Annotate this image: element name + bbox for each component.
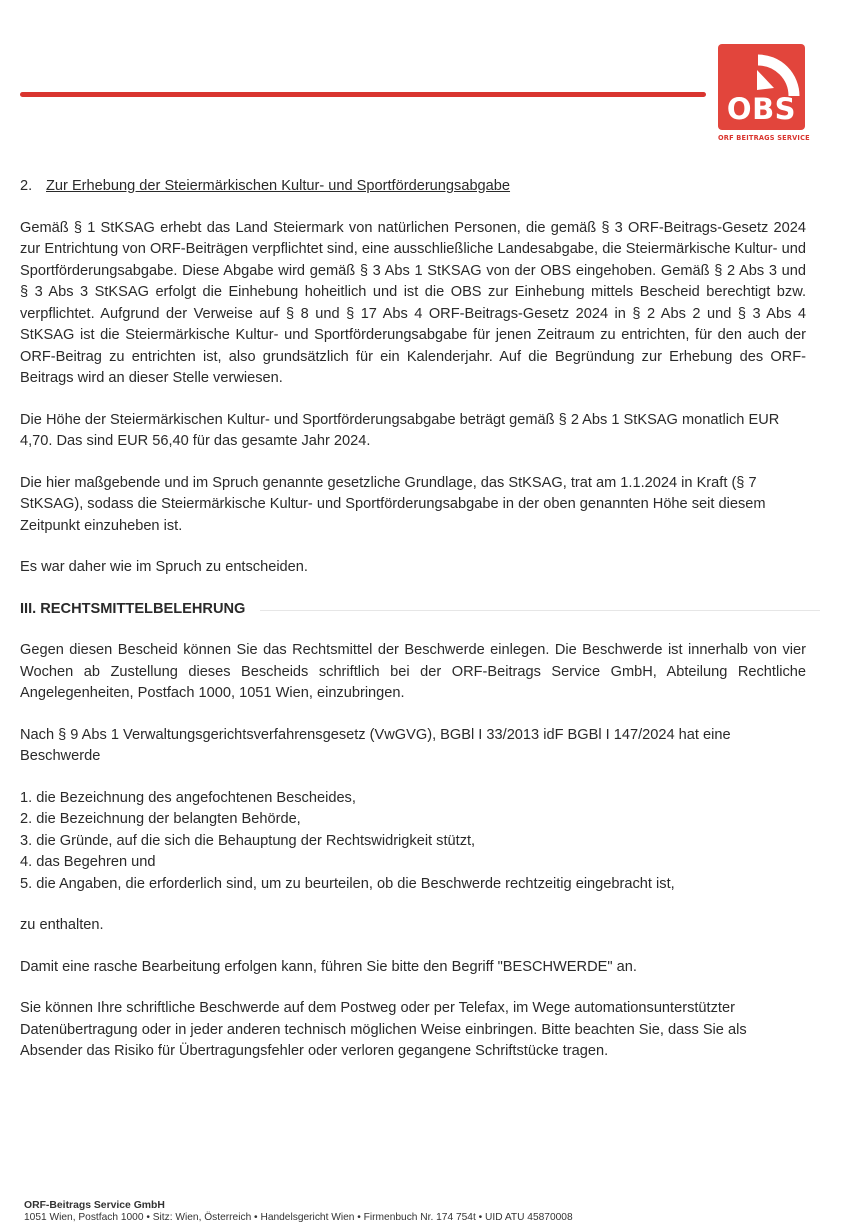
list-item: 2. die Bezeichnung der belangten Behörde, xyxy=(20,811,301,827)
footer-address: 1051 Wien, Postfach 1000 • Sitz: Wien, Österreich • Handelsgericht Wien • Firmenbuch Nr. 174 754t • UID ATU 45870008 xyxy=(24,1212,573,1223)
paragraph-levy-amount: Die Höhe der Steiermärkischen Kultur- und Sportförderungsabgabe beträgt gemäß § 2 Abs 1 StKSAG monatlich EUR 4,70. Das sind EUR 56,40 für das gesamte Jahr 2024. xyxy=(20,411,780,449)
footer xyxy=(24,1200,573,1224)
section-2-heading xyxy=(20,176,806,198)
logo-box xyxy=(718,44,805,130)
section-3-heading xyxy=(20,599,806,621)
paragraph-decision: Es war daher wie im Spruch zu entscheiden. xyxy=(20,559,308,575)
section-number: 2. xyxy=(20,178,33,194)
obs-logo xyxy=(718,44,810,148)
paragraph-legal-basis: Die hier maßgebende und im Spruch genannte gesetzliche Grundlage, das StKSAG, trat am 1.1.2024 in Kraft (§ 7 StKSAG), sodass die Steiermärkische Kultur- und Sportförderungsabgabe in der oben genannten Höhe seit diesem Zeitpunkt einzuheben ist. xyxy=(20,474,766,534)
footer-company: ORF-Beitrags Service GmbH xyxy=(24,1200,165,1211)
section-title: Zur Erhebung der Steiermärkischen Kultur- und Sportförderungsabgabe xyxy=(46,178,511,194)
document-body xyxy=(20,176,806,1083)
logo-text: OBS xyxy=(726,92,797,126)
list-item: 5. die Angaben, die erforderlich sind, um zu beurteilen, ob die Beschwerde rechtzeitig eingebracht ist, xyxy=(20,875,675,892)
appeal-requirements-list xyxy=(20,788,806,896)
list-item: 3. die Gründe, auf die sich die Behauptung der Rechtswidrigkeit stützt, xyxy=(20,832,476,849)
header-accent-line xyxy=(20,92,706,97)
paragraph-submission: Sie können Ihre schriftliche Beschwerde auf dem Postweg oder per Telefax, im Wege automationsunterstützter Datenübertragung oder in jeder anderen technisch möglichen Weise einbringen. Bitte beachten Sie, dass Sie als Absender das Risiko für Übertragungsfehler oder verloren gegangene Schriftstücke tragen. xyxy=(20,1000,747,1059)
paragraph-levy-basis: Gemäß § 1 StKSAG erhebt das Land Steiermark von natürlichen Personen, die gemäß § 3 ORF-Beitrags-Gesetz 2024 zur Entrichtung von ORF-Beiträgen verpflichtet sind, eine ausschließliche Landesabgabe, die Steiermärkische Kultur- und Sportförderungsabgabe. Diese Abgabe wird gemäß § 3 Abs 1 StKSAG von der OBS eingehoben. Gemäß § 2 Abs 3 und § 3 Abs 3 StKSAG erfolgt die Einhebung hoheitlich und ist die OBS zur Einhebung mittels Bescheid berechtigt bzw. verpflichtet. Aufgrund der Verweise auf § 8 und § 17 Abs 4 ORF-Beitrags-Gesetz 2024 in § 2 Abs 2 und § 3 Abs 4 StKSAG ist die Steiermärkische Kultur- und Sportförderungsabgabe für jenen Zeitraum zu entrichten, für den auch der ORF-Beitrag zu entrichten ist, also grundsätzlich für ein Kalenderjahr. Auf die Begründung zur Erhebung des ORF-Beitrags wird an dieser Stelle verwiesen. xyxy=(20,219,806,386)
paragraph-appeal-intro: Gegen diesen Bescheid können Sie das Rechtsmittel der Beschwerde einlegen. Die Beschwerde ist innerhalb von vier Wochen ab Zustellung dieses Bescheids schriftlich bei der ORF-Beitrags Service GmbH, Abteilung Rechtliche Angelegenheiten, Postfach 1000, 1051 Wien, einzubringen. xyxy=(20,642,806,701)
list-item: 1. die Bezeichnung des angefochtenen Bescheides, xyxy=(20,789,356,806)
paragraph-appeal-legal-basis: Nach § 9 Abs 1 Verwaltungsgerichtsverfahrensgesetz (VwGVG), BGBl I 33/2013 idF BGBl I 147/2024 hat eine Beschwerde xyxy=(20,726,731,764)
section-3-title: III. RECHTSMITTELBELEHRUNG xyxy=(20,600,246,617)
logo-subtitle: ORF BEITRAGS SERVICE xyxy=(718,134,810,142)
paragraph-closing: zu enthalten. xyxy=(20,917,104,933)
list-item: 4. das Begehren und xyxy=(20,854,156,870)
heading-rule xyxy=(260,610,820,611)
paragraph-keyword-note: Damit eine rasche Bearbeitung erfolgen kann, führen Sie bitte den Begriff "BESCHWERDE" an. xyxy=(20,958,637,975)
